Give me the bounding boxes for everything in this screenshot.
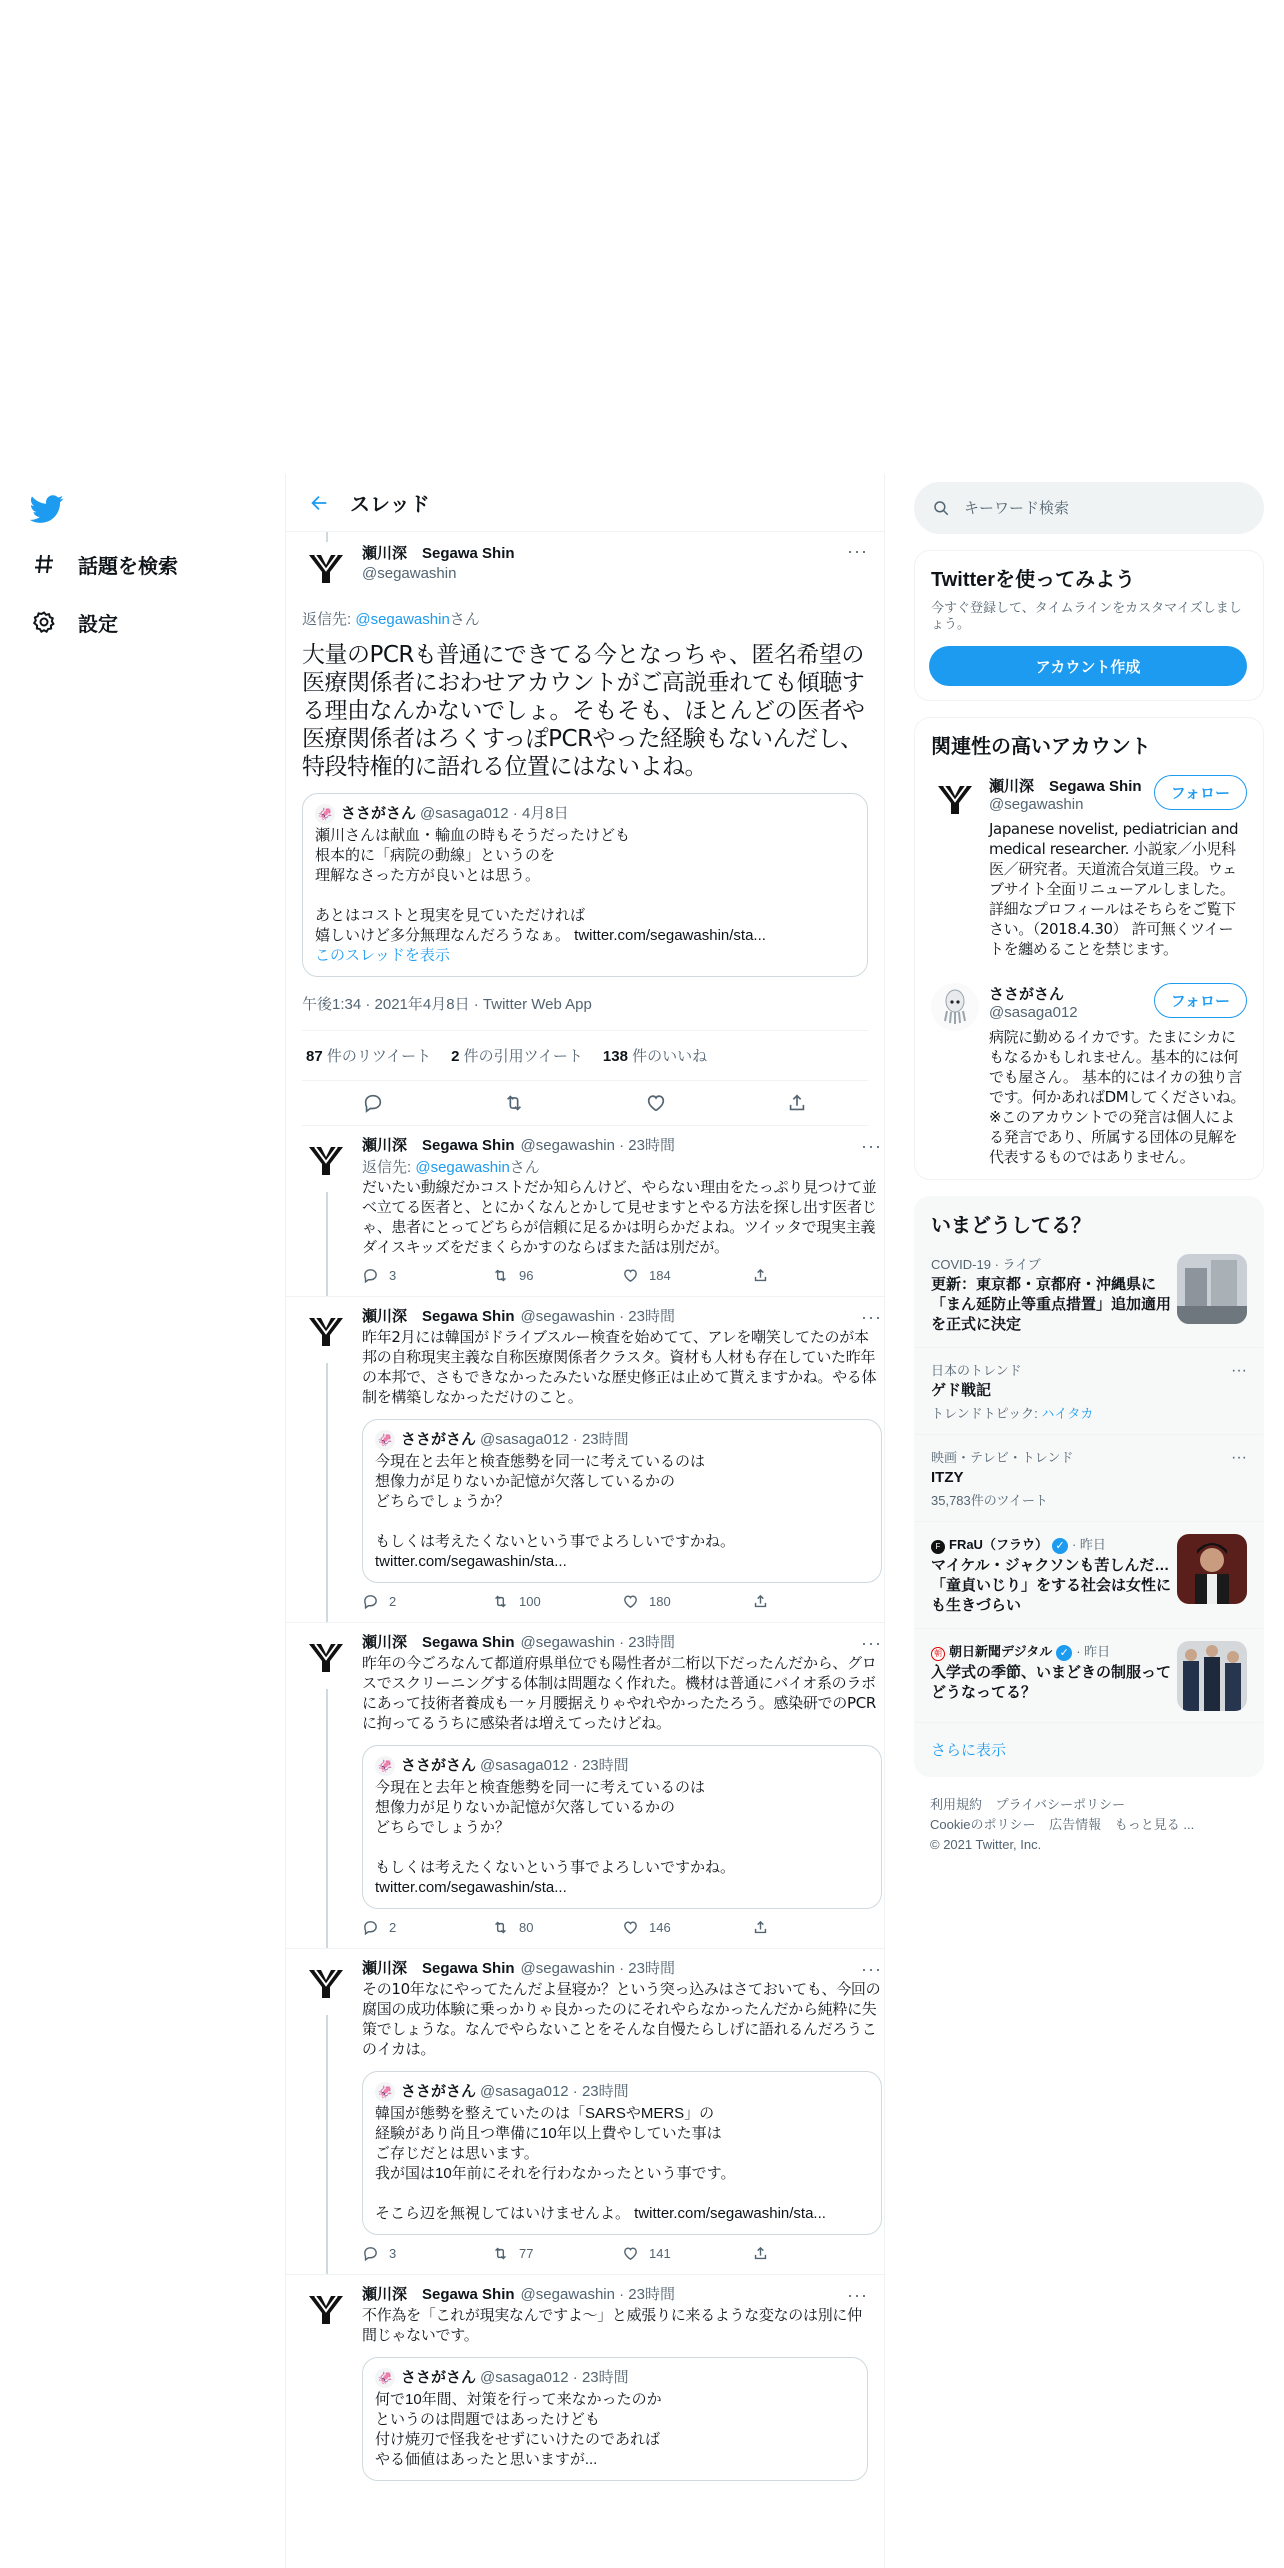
tweet-text: 不作為を「これが現実なんですよ～」と威張りに来るような変なのは別に仲間じゃないです。 [362, 2306, 862, 2344]
follow-button[interactable]: フォロー [1154, 775, 1247, 810]
reply-action[interactable] [362, 1593, 492, 1610]
reply-count: 2 [389, 1920, 397, 1935]
quote-body: 瀬川さんは献血・輸血の時もそうだったけども 根本的に「病院の動線」というのを 理解なさった方が良いとは思う。 あとはコストと現実を見ていただければ 嬉しいけど多分無理なんだろうなぁ。 twitter.com/segawashin/sta... [315, 827, 766, 944]
tweet-text: 大量のPCRも普通にできてる今となっちゃ、匿名希望の医療関係者におわせアカウントがご高説垂れても傾聴する理由なんかないでしょ。そもそも、ほとんどの医者や医療関係者はろくすっぽPCRやった経験もないんだし、特段特権的に語れる位置にはないよね。 [302, 642, 865, 780]
more-icon[interactable]: ··· [847, 541, 868, 561]
trend-title: 入学式の季節、いまどきの制服ってどうなってる？ [931, 1664, 1172, 1701]
retweet-count: 100 [519, 1594, 541, 1609]
share-icon [752, 1267, 769, 1284]
tweet-text: 昨年の今ごろなんて都道府県単位でも陽性者が二桁以下だったんだから、グロスでスクリーニングする体制は問題なく作れた。機材は普通にバイオ系のラボにあって技術者養成も一ヶ月腰据えりゃやれやかったたろう。感染研でのPCRに拘ってるうちに感染者は増えてったけどね。 [362, 1654, 877, 1732]
retweet-count-value: 87 [306, 1048, 323, 1065]
like-icon [622, 1919, 639, 1936]
trend-count: 35,783件のツイート [931, 1493, 1048, 1508]
avatar[interactable] [931, 775, 979, 823]
quote-avatar: 🦑 [375, 1756, 395, 1776]
reply-tweet[interactable] [286, 1297, 884, 1623]
tweet-meta[interactable]: @segawashin · 23時間 [520, 2286, 675, 2303]
trend-source [931, 1534, 1171, 1554]
reply-tweet[interactable] [286, 1623, 884, 1949]
nav-explore[interactable] [30, 544, 178, 584]
like-count: 184 [649, 1268, 671, 1283]
quote-tweet[interactable] [362, 2071, 882, 2235]
search-icon [932, 499, 950, 517]
retweet-count: 80 [519, 1920, 534, 1935]
trend-source-name: 朝日新聞デジタル [949, 1644, 1053, 1659]
author-handle[interactable]: @segawashin [362, 565, 457, 582]
create-account-button[interactable]: アカウント作成 [929, 646, 1247, 686]
trend-title: 更新：東京都・京都府・沖縄県に「まん延防止等重点措置」追加適用を正式に決定 [931, 1276, 1172, 1333]
quote-avatar: 🦑 [375, 1430, 395, 1450]
back-arrow-icon[interactable] [302, 486, 336, 520]
quote-author: ささがさん [401, 1431, 477, 1448]
like-action[interactable] [622, 1593, 752, 1610]
show-thread-link[interactable]: このスレッドを表示 [315, 947, 450, 964]
reply-count: 3 [389, 2246, 397, 2261]
asahi-logo-icon: 朝 [931, 1647, 945, 1661]
nav-explore-label: 話題を検索 [78, 555, 178, 578]
share-action[interactable] [752, 1593, 882, 1610]
retweet-action[interactable] [492, 1267, 622, 1284]
tweet-text: だいたい動線だかコストだか知らんけど、やらない理由をたっぷり見つけて並べ立てる医者と、とにかくなんとかして見せますとやる方法を探し出す医者じゃ、患者にとってどちらが信頼に足るかは明らかだよね。ツイッタで現実主義ダイスキッズをだまくらかすのならばまた話は別だが。 [362, 1178, 877, 1256]
quote-tweet[interactable] [362, 1745, 882, 1909]
tweet-meta[interactable]: @segawashin · 23時間 [520, 1308, 675, 1325]
quote-author: ささがさん [401, 2369, 477, 2386]
tweet-actions [362, 1267, 882, 1284]
tweet-actions [302, 1081, 868, 1126]
reply-tweet[interactable] [286, 1126, 884, 1297]
retweet-count[interactable] [306, 1045, 431, 1066]
like-count[interactable] [603, 1045, 707, 1066]
like-icon [622, 1267, 639, 1284]
trend-topic [931, 1403, 1247, 1422]
author-name[interactable]: 瀬川深 Segawa Shin [362, 545, 515, 562]
trend-context: COVID-19 · ライブ [931, 1257, 1041, 1272]
reply-to-link[interactable]: @segawashin [355, 611, 450, 628]
signup-title: Twitterを使ってみよう [931, 569, 1136, 591]
author-name[interactable]: 瀬川深 Segawa Shin [362, 1308, 515, 1325]
tweet-text: その10年なにやってたんだよ昼寝か？という突っ込みはさておいても、今回の腐国の成功体験に乗っかりゃ良かったのにそれやらなかったんだから純粋に失策でしょうな。なんでやらないことをそんな自慢たらしげに語れるんだろうこのイカは。 [362, 1980, 881, 2058]
author-name[interactable]: 瀬川深 Segawa Shin [362, 1137, 515, 1154]
tweet-timestamp[interactable]: 午後1:34 · 2021年4月8日 · Twitter Web App [302, 993, 868, 1031]
account-handle[interactable]: @sasaga012 [989, 1004, 1078, 1021]
footer-terms[interactable]: 利用規約 [930, 1797, 983, 1812]
trend-item[interactable] [915, 1628, 1263, 1722]
tweet-stats [302, 1031, 868, 1081]
avatar[interactable] [302, 1136, 350, 1184]
account-bio: 病院に勤めるイカです。たまにシカにもなるかもしれません。基本的には何でも屋さん。 基本的にはイカの独り言です。何かあればDMしてくださいね。※このアカウントでの発言は個人による発言であり、所属する団体の見解を代表するものではありません。 [989, 1028, 1246, 1166]
like-icon [622, 1593, 639, 1610]
thread-connector [326, 1363, 328, 1622]
more-icon[interactable]: ··· [861, 1633, 882, 1653]
like-count-label: 件のいいね [632, 1048, 708, 1065]
quote-author: ささがさん [401, 2083, 477, 2100]
thread-header [286, 474, 884, 532]
like-count-value: 138 [602, 1048, 628, 1065]
tweet-actions [362, 2245, 882, 2262]
reply-action[interactable] [362, 2245, 492, 2262]
like-count: 146 [649, 1920, 671, 1935]
quote-author: ささがさん [401, 1757, 477, 1774]
footer-cookie[interactable]: Cookieのポリシー [930, 1817, 1036, 1832]
verified-icon: ✓ [1056, 1645, 1072, 1661]
more-icon[interactable]: ··· [847, 2285, 868, 2305]
gear-icon [30, 608, 58, 636]
account-item[interactable] [915, 763, 1263, 971]
tweet-text: 昨年2月には韓国がドライブスルー検査を始めてて、アレを嘲笑してたのが本邦の自称現実主義な自称医療関係者クラスタ。資材も人材も存在していた昨年の本邦で、さもできなかったみたいな歴史修正は止めて貰えますかね。やる体制を構築しなかっただけのこと。 [362, 1328, 877, 1406]
reply-count: 2 [389, 1594, 397, 1609]
quote-meta: @sasaga012 · 23時間 [480, 1757, 629, 1774]
like-count: 180 [649, 1594, 671, 1609]
reply-to [362, 1156, 882, 1177]
avatar[interactable] [302, 1633, 350, 1681]
author-name[interactable]: 瀬川深 Segawa Shin [362, 2286, 515, 2303]
author-name[interactable]: 瀬川深 Segawa Shin [362, 1960, 515, 1977]
thread-connector [326, 2015, 328, 2274]
nav-settings-label: 設定 [78, 613, 118, 636]
retweet-action[interactable] [492, 1593, 622, 1610]
like-action[interactable] [622, 2245, 752, 2262]
quote-body: 韓国が態勢を整えていたのは「SARSやMERS」の 経験があり尚且つ準備に10年以上費やしていた事は ご存じだとは思います。 我が国は10年前にそれを行わなかったという事です。 そこら辺を無視してはいけませんよ。 twitter.com/segawashin/sta... [375, 2105, 826, 2222]
trends-card [914, 1196, 1264, 1777]
tweet-actions [362, 1593, 882, 1610]
blank-top-area [0, 0, 1284, 474]
reply-tweet[interactable] [286, 2275, 884, 2493]
more-icon[interactable]: ··· [1231, 1449, 1247, 1466]
trends-title: いまどうしてる？ [931, 1215, 1091, 1237]
avatar[interactable] [302, 544, 350, 592]
trend-source [931, 1641, 1171, 1661]
reply-tweet[interactable] [286, 1949, 884, 2275]
reply-icon [362, 1267, 379, 1284]
footer-copyright: © 2021 Twitter, Inc. [930, 1837, 1042, 1852]
quote-meta: @sasaga012 · 23時間 [480, 2369, 629, 2386]
search-input[interactable] [964, 500, 1224, 517]
trend-image [1177, 1254, 1247, 1324]
retweet-icon [492, 1919, 509, 1936]
search-box[interactable] [914, 482, 1264, 534]
quote-count-label: 件の引用ツイート [463, 1048, 583, 1065]
quote-count-value: 2 [451, 1048, 460, 1065]
reply-to-link[interactable]: @segawashin [415, 1159, 510, 1176]
author-name[interactable]: 瀬川深 Segawa Shin [362, 1634, 515, 1651]
frau-logo-icon: F [931, 1540, 945, 1554]
account-name[interactable]: ささがさん [989, 986, 1065, 1003]
reply-to-prefix: 返信先: [362, 1159, 416, 1176]
page-title: スレッド [350, 494, 430, 516]
twitter-bird-icon[interactable] [30, 492, 64, 526]
trend-image [1177, 1641, 1247, 1711]
quote-body: 何で10年間、対策を行って来なかったのか というのは問題ではあったけども 付け焼刃で怪我をせずにいけたのであれば やる価値はあったと思いますが... [375, 2391, 662, 2468]
quote-body: 今現在と去年と検査態勢を同一に考えているのは 想像力が足りないか記憶が欠落しているかの どちらでしょうか？ もしくは考えたくないという事でよろしいですかね。 twitter.com/segawashin/sta... [375, 1779, 736, 1896]
account-item[interactable] [915, 971, 1263, 1179]
quote-meta: @sasaga012 · 23時間 [480, 1431, 629, 1448]
footer-privacy[interactable]: プライバシーポリシー [995, 1797, 1125, 1812]
share-icon [752, 1919, 769, 1936]
trend-source-name: FRaU（フラウ） [949, 1537, 1048, 1552]
quote-avatar: 🦑 [315, 804, 335, 824]
tweet-meta[interactable]: @segawashin · 23時間 [520, 1960, 675, 1977]
avatar[interactable] [302, 2285, 350, 2333]
more-icon[interactable]: ··· [861, 1307, 882, 1327]
retweet-icon [492, 1593, 509, 1610]
trend-title: ITZY [931, 1469, 964, 1486]
reply-icon [362, 1593, 379, 1610]
follow-button[interactable]: フォロー [1154, 983, 1247, 1018]
tweet-meta[interactable]: @segawashin · 23時間 [520, 1634, 675, 1651]
signup-card [914, 550, 1264, 701]
share-action[interactable] [752, 1919, 882, 1936]
reply-to-prefix: 返信先: [302, 611, 356, 628]
reply-icon [362, 1919, 379, 1936]
retweet-action[interactable] [492, 1919, 622, 1936]
share-action[interactable] [752, 1267, 882, 1284]
squid-avatar-icon[interactable] [931, 983, 979, 1031]
tweet-actions [362, 1919, 882, 1936]
quote-tweet[interactable] [362, 2357, 868, 2481]
thread-connector [326, 1192, 328, 1296]
avatar[interactable] [302, 1307, 350, 1355]
trend-image [1177, 1534, 1247, 1604]
quote-avatar: 🦑 [375, 2082, 395, 2102]
retweet-count-label: 件のリツイート [326, 1048, 432, 1065]
quote-count[interactable] [451, 1045, 583, 1066]
footer-more[interactable]: もっと見る ... [1114, 1817, 1195, 1832]
thread-connector [326, 1689, 328, 1948]
nav-settings[interactable] [30, 602, 118, 642]
show-more-link[interactable]: さらに表示 [915, 1722, 1263, 1776]
hashtag-icon [30, 550, 58, 578]
relevant-title: 関連性の高いアカウント [931, 736, 1151, 758]
reply-to-suffix: さん [509, 1159, 540, 1176]
share-icon [752, 1593, 769, 1610]
like-action[interactable] [622, 1267, 752, 1284]
share-icon [752, 2245, 769, 2262]
more-icon[interactable]: ··· [1231, 1362, 1247, 1379]
thread-column [285, 474, 885, 2568]
trend-context: 日本のトレンド [931, 1363, 1022, 1378]
reply-to [302, 608, 868, 629]
retweet-icon [492, 1267, 509, 1284]
retweet-count: 77 [519, 2246, 534, 2261]
account-name[interactable]: 瀬川深 Segawa Shin [989, 778, 1142, 795]
trend-title: ゲド戦記 [931, 1382, 992, 1399]
trend-item[interactable] [915, 1434, 1263, 1521]
like-action[interactable] [622, 1919, 752, 1936]
account-handle[interactable]: @segawashin [989, 796, 1084, 813]
trend-topic-link[interactable]: ハイタカ [1041, 1406, 1094, 1421]
main-tweet [286, 532, 884, 1126]
retweet-icon[interactable] [502, 1091, 526, 1115]
trend-topic-prefix: トレンドトピック: [931, 1406, 1042, 1421]
quote-meta: @sasaga012 · 23時間 [480, 2083, 629, 2100]
tweet-meta[interactable]: @segawashin · 23時間 [520, 1137, 675, 1154]
account-bio: Japanese novelist, pediatrician and medical researcher. 小説家／小児科医／研究者。天道流合気道三段。ウェブサイト全面リニューアルしました。詳細なプロフィールはそちらをご覧下さい。（2018.4.30） 許可無くツイートを纏めることを禁じます。 [989, 820, 1239, 958]
quote-meta: @sasaga012 · 4月8日 [420, 805, 569, 822]
share-icon[interactable] [785, 1091, 809, 1115]
right-sidebar [914, 474, 1264, 1873]
reply-icon[interactable] [361, 1091, 385, 1115]
reply-to-suffix: さん [449, 611, 480, 628]
signup-desc: 今すぐ登録して、タイムラインをカスタマイズしましょう。 [931, 600, 1242, 631]
trend-item[interactable] [915, 1521, 1263, 1628]
more-icon[interactable]: ··· [861, 1136, 882, 1156]
share-action[interactable] [752, 2245, 882, 2262]
like-icon[interactable] [644, 1091, 668, 1115]
trend-title: マイケル・ジャクソンも苦しんだ…「童貞いじり」をする社会は女性にも生きづらい [931, 1557, 1172, 1614]
trend-context: 映画・テレビ・トレンド [931, 1450, 1074, 1465]
retweet-count: 96 [519, 1268, 534, 1283]
quote-tweet[interactable] [302, 793, 868, 977]
more-icon[interactable]: ··· [861, 1959, 882, 1979]
avatar[interactable] [302, 1959, 350, 2007]
verified-icon: ✓ [1052, 1538, 1068, 1554]
quote-tweet[interactable] [362, 1419, 882, 1583]
footer-ads[interactable]: 広告情報 [1049, 1817, 1102, 1832]
reply-icon [362, 2245, 379, 2262]
reply-count: 3 [389, 1268, 397, 1283]
trend-item[interactable] [915, 1242, 1263, 1347]
retweet-action[interactable] [492, 2245, 622, 2262]
trend-item[interactable] [915, 1347, 1263, 1434]
quote-avatar: 🦑 [375, 2368, 395, 2388]
like-icon [622, 2245, 639, 2262]
reply-action[interactable] [362, 1267, 492, 1284]
like-count: 141 [649, 2246, 671, 2261]
retweet-icon [492, 2245, 509, 2262]
trend-time: · 昨日 [1071, 1537, 1106, 1552]
quote-author: ささがさん [341, 805, 417, 822]
reply-action[interactable] [362, 1919, 492, 1936]
footer [914, 1777, 1264, 1873]
quote-body: 今現在と去年と検査態勢を同一に考えているのは 想像力が足りないか記憶が欠落しているかの どちらでしょうか？ もしくは考えたくないという事でよろしいですかね。 twitter.com/segawashin/sta... [375, 1453, 736, 1570]
trend-time: · 昨日 [1076, 1644, 1111, 1659]
relevant-accounts-card [914, 717, 1264, 1180]
